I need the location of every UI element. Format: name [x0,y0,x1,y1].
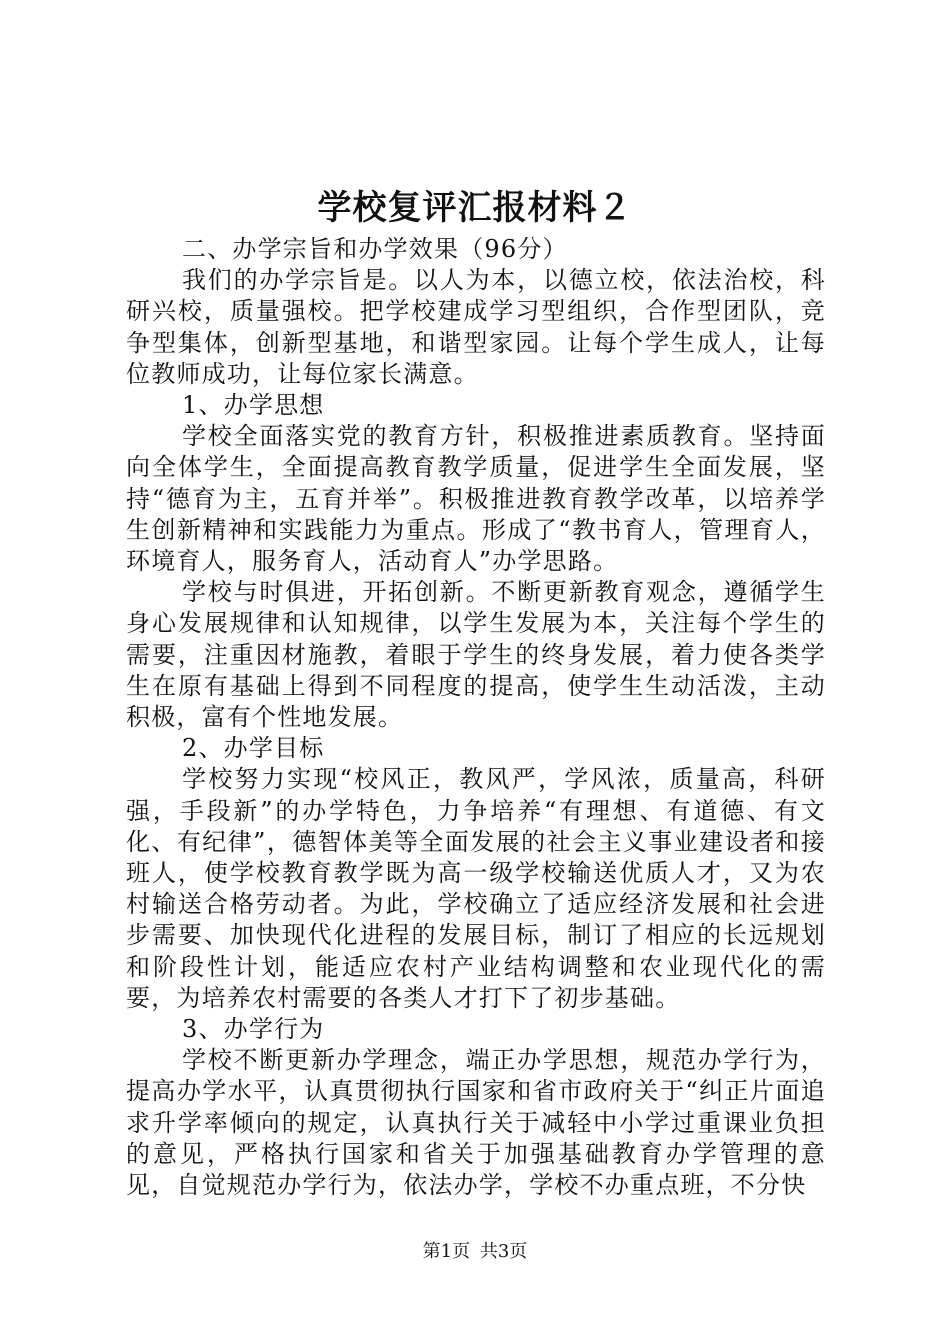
paragraph-purpose: 我们的办学宗旨是。以人为本，以德立校，依法治校，科研兴校，质量强校。把学校建成学习型组织，合作型团队，竞争型集体，创新型基地，和谐型家园。让每个学生成人，让每位教师成功，让每位家长满意。 [126,266,826,388]
section-heading-philosophy: 1、办学思想 [182,391,325,420]
section-heading-purpose: 二、办学宗旨和办学效果（96分） [182,235,568,263]
paragraph-philosophy-1: 学校全面落实党的教育方针，积极推进素质教育。坚持面向全体学生，全面提高教育教学质量，促进学生全面发展，坚持“德育为主，五育并举”。积极推进教育教学改革，以培养学生创新精神和实践能力为重点。形成了“教书育人，管理育人，环境育人，服务育人，活动育人”办学思路。 [126,422,826,576]
document-title: 学校复评汇报材料２ [317,188,633,228]
section-heading-goals: 2、办学目标 [182,734,325,763]
page-total: 共3页 [479,1241,528,1262]
page-footer [0,1240,950,1264]
document-body [126,234,826,1201]
paragraph-philosophy-2: 学校与时俱进，开拓创新。不断更新教育观念，遵循学生身心发展规律和认知规律，以学生发展为本，关注每个学生的需要，注重因材施教，着眼于学生的终身发展，着力使各类学生在原有基础上得到不同程度的提高，使学生生动活泼，主动积极，富有个性地发展。 [126,578,826,732]
section-heading-conduct: 3、办学行为 [182,1015,325,1044]
paragraph-goals: 学校努力实现“校风正，教风严，学风浓，质量高，科研强，手段新”的办学特色，力争培养“有理想、有道德、有文化、有纪律”，德智体美等全面发展的社会主义事业建设者和接班人，使学校教育教学既为高一级学校输送优质人才，又为农村输送合格劳动者。为此，学校确立了适应经济发展和社会进步需要、加快现代化进程的发展目标，制订了相应的长远规划和阶段性计划，能适应农村产业结构调整和农业现代化的需要，为培养农村需要的各类人才打下了初步基础。 [126,765,826,1012]
page-number: 第1页 [422,1241,471,1262]
paragraph-conduct: 学校不断更新办学理念，端正办学思想，规范办学行为，提高办学水平，认真贯彻执行国家和省市政府关于“纠正片面追求升学率倾向的规定，认真执行关于减轻中小学过重课业负担的意见，严格执行国家和省关于加强基础教育办学管理的意见，自觉规范办学行为，依法办学，学校不办重点班，不分快 [126,1046,826,1200]
